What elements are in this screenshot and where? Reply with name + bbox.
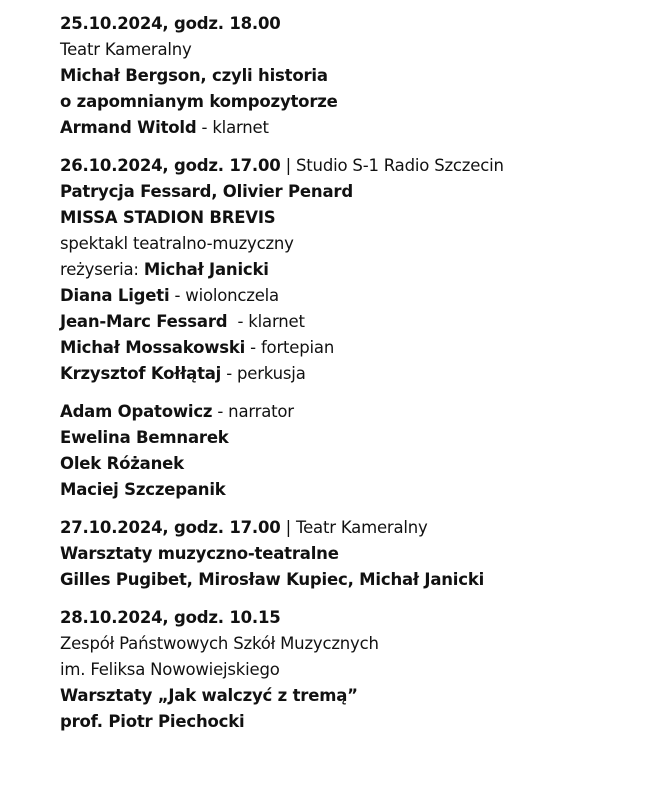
narrator-role: - narrator [212,402,294,421]
event-title: MISSA STADION BREVIS [60,208,276,227]
director-line [60,257,657,283]
cast-role: - perkusja [221,364,306,383]
director-name: Michał Janicki [143,260,269,279]
performer-name: Armand Witold [60,118,197,137]
cast-line [60,361,657,387]
narrator-name: Ewelina Bemnarek [60,428,229,447]
narrator-line [60,399,657,425]
event-leaders: Gilles Pugibet, Mirosław Kupiec, Michał Janicki [60,570,485,589]
cast-line [60,309,657,335]
director-label: reżyseria: [60,260,144,279]
event-title: Warsztaty „Jak walczyć z tremą” [60,686,358,705]
narrator-name: Adam Opatowicz [60,402,213,421]
event-title: Michał Bergson, czyli historia [60,66,328,85]
event-title: Warsztaty muzyczno-teatralne [60,544,339,563]
cast-role: - klarnet [227,312,305,331]
separator: | [280,518,297,537]
event-venue: Studio S-1 Radio Szczecin [296,156,504,175]
separator: | [280,156,297,175]
cast-name: Diana Ligeti [60,286,170,305]
event-leader: prof. Piotr Piechocki [60,712,245,731]
cast-name: Michał Mossakowski [60,338,246,357]
event-date-venue-line [60,515,657,541]
event-venue: Zespół Państwowych Szkół Muzycznych [60,634,379,653]
cast-name: Krzysztof Kołłątaj [60,364,222,383]
narrator-name: Maciej Szczepanik [60,480,226,499]
event-block [60,153,657,503]
event-venue-continued: im. Feliksa Nowowiejskiego [60,660,280,679]
cast-line [60,283,657,309]
event-subtitle: spektakl teatralno-muzyczny [60,234,294,253]
performer-line [60,115,657,141]
event-block [60,11,657,141]
performer-role: - klarnet [196,118,269,137]
event-venue: Teatr Kameralny [296,518,428,537]
narrator-name: Olek Różanek [60,454,184,473]
event-schedule [60,11,657,800]
event-date: 28.10.2024, godz. 10.15 [60,608,281,627]
cast-line [60,335,657,361]
event-block [60,515,657,593]
event-date: 25.10.2024, godz. 18.00 [60,14,281,33]
cast-role: - wiolonczela [169,286,279,305]
event-date-venue-line [60,153,657,179]
event-title-continued: o zapomnianym kompozytorze [60,92,338,111]
event-date: 26.10.2024, godz. 17.00 [60,156,281,175]
event-venue: Teatr Kameralny [60,40,192,59]
event-authors: Patrycja Fessard, Olivier Penard [60,182,353,201]
event-block [60,605,657,735]
cast-role: - fortepian [245,338,335,357]
event-date: 27.10.2024, godz. 17.00 [60,518,281,537]
cast-name: Jean-Marc Fessard [60,312,228,331]
